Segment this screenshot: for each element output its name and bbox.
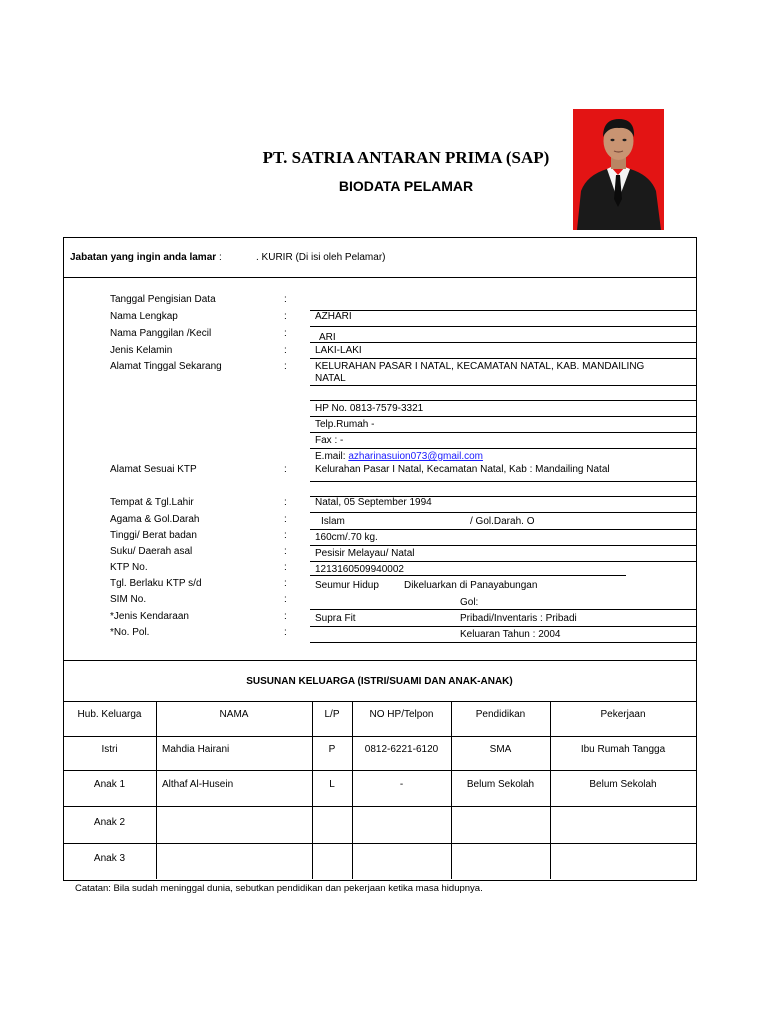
email-label: E.mail: <box>315 451 349 462</box>
table-cell-lp: L <box>329 779 335 790</box>
applicant-photo <box>573 109 664 230</box>
field-underline <box>310 358 696 359</box>
label-sim: SIM No. <box>110 594 147 605</box>
value-ktp: 1213160509940002 <box>315 564 404 575</box>
field-underline <box>310 496 696 497</box>
colon: : <box>284 497 287 508</box>
colon: : <box>284 578 287 589</box>
table-row-divider <box>63 806 696 807</box>
value-kendaraan-status: Pribadi/Inventaris : Pribadi <box>460 613 577 624</box>
table-cell-hub: Anak 1 <box>93 779 126 790</box>
field-underline <box>310 310 696 311</box>
value-hp: HP No. 0813-7579-3321 <box>315 403 424 414</box>
label-kendaraan: *Jenis Kendaraan <box>110 611 189 622</box>
document-title: BIODATA PELAMAR <box>338 178 474 194</box>
value-alamat-sekarang-2: NATAL <box>315 373 346 384</box>
value-telp: Telp.Rumah - <box>315 419 375 430</box>
label-tinggi: Tinggi/ Berat badan <box>110 530 197 541</box>
table-cell-pendidikan: Belum Sekolah <box>466 779 535 790</box>
colon: : <box>284 594 287 605</box>
colon: : <box>284 627 287 638</box>
colon: : <box>284 530 287 541</box>
table-col-divider <box>156 701 157 879</box>
colon: : <box>284 361 287 372</box>
table-cell-nama: Althaf Al-Husein <box>162 779 234 790</box>
field-underline <box>310 432 696 433</box>
table-cell-pekerjaan: Ibu Rumah Tangga <box>580 744 666 755</box>
label-tanggal-pengisian: Tanggal Pengisian Data <box>110 294 216 305</box>
value-email-row <box>315 451 483 463</box>
position-value: . KURIR (Di isi oleh Pelamar) <box>256 252 386 263</box>
family-section-title: SUSUNAN KELUARGA (ISTRI/SUAMI DAN ANAK-ANAK) <box>246 676 513 687</box>
field-underline <box>310 609 696 610</box>
divider <box>63 701 696 702</box>
table-cell-nama: Mahdia Hairani <box>162 744 230 755</box>
field-underline <box>310 512 696 513</box>
table-header-pendidikan: Pendidikan <box>475 709 526 720</box>
table-header-nohp: NO HP/Telpon <box>369 709 434 720</box>
label-ttl: Tempat & Tgl.Lahir <box>110 497 194 508</box>
value-fax: Fax : - <box>315 435 344 446</box>
value-jenis-kelamin: LAKI-LAKI <box>315 345 362 356</box>
value-suku: Pesisir Melayau/ Natal <box>315 548 415 559</box>
field-underline <box>310 416 696 417</box>
value-nama-panggilan: ARI <box>319 332 336 343</box>
colon: : <box>284 464 287 475</box>
table-row-divider <box>63 770 696 771</box>
field-underline <box>310 545 696 546</box>
field-underline <box>310 400 696 401</box>
field-underline <box>310 529 696 530</box>
field-underline <box>310 481 696 482</box>
email-link[interactable]: azharinasuion073@gmail.com <box>348 451 484 462</box>
value-dikeluarkan: Dikeluarkan di Panayabungan <box>404 580 538 591</box>
label-alamat-ktp: Alamat Sesuai KTP <box>110 464 197 475</box>
table-cell-pendidikan: SMA <box>489 744 512 755</box>
value-nama-lengkap: AZHARI <box>315 311 352 322</box>
field-underline <box>310 561 696 562</box>
table-cell-hub: Istri <box>101 744 118 755</box>
position-label: Jabatan yang ingin anda lamar <box>70 252 217 263</box>
position-colon: : <box>218 252 222 263</box>
table-cell-nohp: 0812-6221-6120 <box>364 744 439 755</box>
colon: : <box>284 562 287 573</box>
colon: : <box>284 546 287 557</box>
label-nama-lengkap: Nama Lengkap <box>110 311 178 322</box>
table-row-divider <box>63 843 696 844</box>
table-cell-pekerjaan: Belum Sekolah <box>589 779 657 790</box>
field-underline <box>310 642 696 643</box>
footnote: Catatan: Bila sudah meninggal dunia, sebutkan pendidikan dan pekerjaan ketika masa hidupnya. <box>75 883 483 894</box>
colon: : <box>284 328 287 339</box>
table-cell-hub: Anak 2 <box>93 817 126 828</box>
divider <box>63 660 696 661</box>
table-header-nama: NAMA <box>219 709 249 720</box>
colon: : <box>284 611 287 622</box>
colon: : <box>284 345 287 356</box>
colon: : <box>284 294 287 305</box>
label-suku: Suku/ Daerah asal <box>110 546 193 557</box>
label-nopol: *No. Pol. <box>110 627 150 638</box>
colon: : <box>284 311 287 322</box>
value-berlaku-ktp: Seumur Hidup <box>315 580 379 591</box>
value-ttl: Natal, 05 September 1994 <box>315 497 432 508</box>
table-cell-hub: Anak 3 <box>93 853 126 864</box>
label-agama: Agama & Gol.Darah <box>110 514 200 525</box>
table-cell-lp: P <box>328 744 336 755</box>
label-ktp: KTP No. <box>110 562 148 573</box>
value-kendaraan: Supra Fit <box>315 613 356 624</box>
value-tahun: Keluaran Tahun : 2004 <box>460 629 561 640</box>
field-underline <box>310 326 696 327</box>
value-alamat-sekarang-1: KELURAHAN PASAR I NATAL, KECAMATAN NATAL, KAB. MANDAILING <box>315 361 645 372</box>
label-berlaku-ktp: Tgl. Berlaku KTP s/d <box>110 578 202 589</box>
table-header-pekerjaan: Pekerjaan <box>600 709 646 720</box>
field-underline <box>310 626 696 627</box>
company-name: PT. SATRIA ANTARAN PRIMA (SAP) <box>262 148 550 167</box>
label-jenis-kelamin: Jenis Kelamin <box>110 345 173 356</box>
value-goldarah: / Gol.Darah. O <box>470 516 535 527</box>
table-header-lp: L/P <box>324 709 340 720</box>
value-agama: Islam <box>321 516 345 527</box>
position-label-group <box>70 252 222 264</box>
colon: : <box>284 514 287 525</box>
value-tinggi: 160cm/.70 kg. <box>315 532 378 543</box>
label-alamat-sekarang: Alamat Tinggal Sekarang <box>110 361 222 372</box>
field-underline <box>310 385 696 386</box>
field-underline <box>310 448 696 449</box>
table-row-divider <box>63 736 696 737</box>
table-cell-nohp: - <box>399 779 404 790</box>
field-underline <box>310 575 626 576</box>
table-header-hub: Hub. Keluarga <box>77 709 142 720</box>
label-nama-panggilan: Nama Panggilan /Kecil <box>110 328 212 339</box>
field-underline <box>310 342 696 343</box>
divider <box>63 277 696 278</box>
value-alamat-ktp: Kelurahan Pasar I Natal, Kecamatan Natal, Kab : Mandailing Natal <box>315 464 610 475</box>
value-sim-gol: Gol: <box>460 597 479 608</box>
